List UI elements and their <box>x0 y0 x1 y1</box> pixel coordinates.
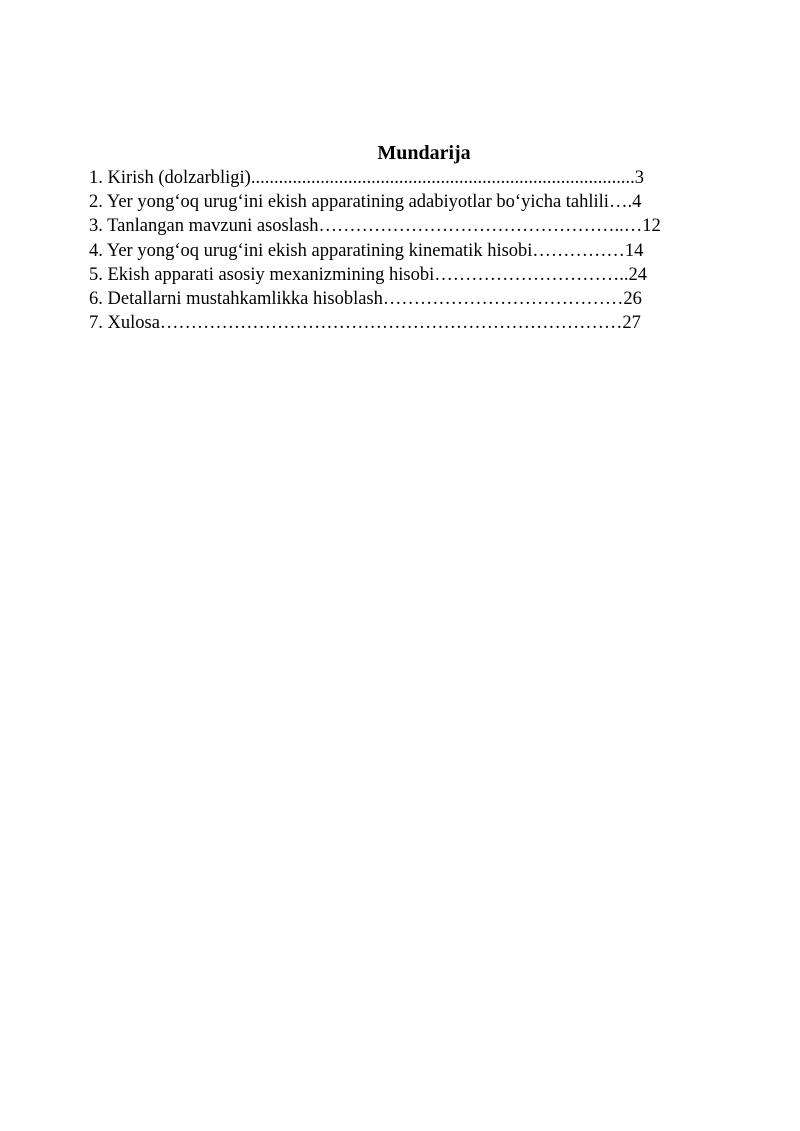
toc-entry-text: 1. Kirish (dolzarbligi)...................................................................................3 <box>89 168 644 188</box>
toc-entry-text: 5. Ekish apparati asosiy mexanizmining hisobi…………………………..24 <box>89 264 648 285</box>
toc-entry-text: 4. Yer yong‘oq urug‘ini ekish apparatining kinematik hisobi……………14 <box>89 240 644 261</box>
table-of-contents <box>89 166 749 335</box>
toc-entry-kinematik-hisobi <box>89 239 749 263</box>
toc-entry-mustahkamlik <box>89 287 749 311</box>
toc-entry-xulosa <box>89 311 749 335</box>
toc-entry-adabiyotlar-tahlili <box>89 190 749 214</box>
toc-entry-mexanizm-hisobi <box>89 263 749 287</box>
toc-entry-text: 6. Detallarni mustahkamlikka hisoblash…………………………………26 <box>89 288 642 309</box>
toc-entry-text: 7. Xulosa…………………………………………………………………27 <box>89 313 641 334</box>
toc-entry-text: 3. Tanlangan mavzuni asoslash…………………………………………..…12 <box>89 216 661 237</box>
toc-entry-mavzuni-asoslash <box>89 214 749 238</box>
toc-entry-kirish <box>89 166 749 190</box>
toc-entry-text: 2. Yer yong‘oq urug‘ini ekish apparatining adabiyotlar bo‘yicha tahlili….4 <box>89 192 642 213</box>
toc-title: Mundarija <box>377 142 471 164</box>
